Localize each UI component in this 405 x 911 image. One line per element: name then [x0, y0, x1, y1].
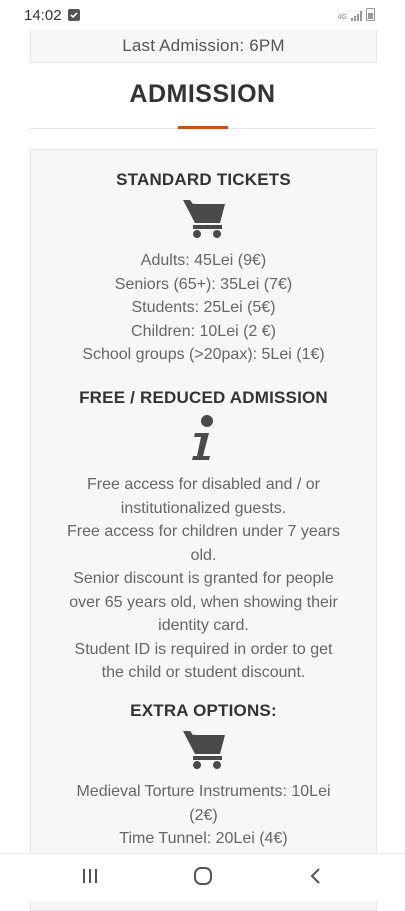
status-indicators	[338, 8, 375, 21]
recent-apps-button[interactable]	[80, 866, 100, 891]
status-bar	[0, 0, 405, 30]
battery-icon	[366, 8, 375, 21]
extra-option-line: Medieval Torture Instruments: 10Lei	[76, 783, 331, 800]
signal-icon	[351, 11, 362, 21]
ticket-price-line: School groups (>20pax): 5Lei (1€)	[82, 346, 325, 363]
standard-tickets-title: STANDARD TICKETS	[116, 170, 291, 189]
cart-icon	[31, 196, 376, 240]
standard-tickets-section	[31, 170, 376, 367]
free-admission-section	[31, 388, 376, 685]
ticket-price-line: Adults: 45Lei (9€)	[140, 252, 267, 269]
network-type: 4G	[337, 14, 347, 21]
free-admission-line: identity card.	[158, 617, 249, 634]
free-admission-line: the child or student discount.	[101, 664, 306, 681]
info-icon	[31, 414, 376, 464]
free-admission-line: Senior discount is granted for people	[73, 570, 334, 587]
admission-title: ADMISSION	[129, 80, 276, 108]
back-button[interactable]	[306, 866, 326, 891]
free-admission-line: over 65 years old, when showing their	[69, 593, 338, 611]
cart-icon	[31, 727, 376, 771]
ticket-price-line: Students: 25Lei (5€)	[131, 299, 276, 316]
free-admission-line: Student ID is required in order to get	[74, 640, 333, 658]
extra-option-line: Time Tunnel: 20Lei (4€)	[119, 830, 288, 847]
ticket-price-line: Children: 10Lei (2 €)	[131, 322, 276, 340]
free-admission-line: Free access for disabled and / or	[86, 476, 320, 493]
extra-options-section	[31, 701, 376, 851]
heading-accent-line	[178, 126, 228, 129]
status-time: 14:02	[24, 7, 62, 24]
free-admission-line: Free access for children under 7 years	[66, 523, 340, 540]
extra-option-line: (2€)	[189, 806, 218, 824]
extra-options-title: EXTRA OPTIONS:	[130, 701, 277, 720]
navigation-bar	[0, 853, 405, 901]
last-admission-text: Last Admission: 6PM	[122, 36, 285, 55]
home-button[interactable]	[192, 866, 214, 891]
ticket-price-line: Seniors (65+): 35Lei (7€)	[114, 275, 293, 293]
admission-card	[30, 149, 377, 911]
notification-check-icon	[68, 9, 80, 21]
free-admission-line: institutionalized guests.	[120, 499, 287, 517]
free-admission-line: old.	[190, 546, 217, 564]
free-admission-title: FREE / REDUCED ADMISSION	[79, 388, 328, 407]
